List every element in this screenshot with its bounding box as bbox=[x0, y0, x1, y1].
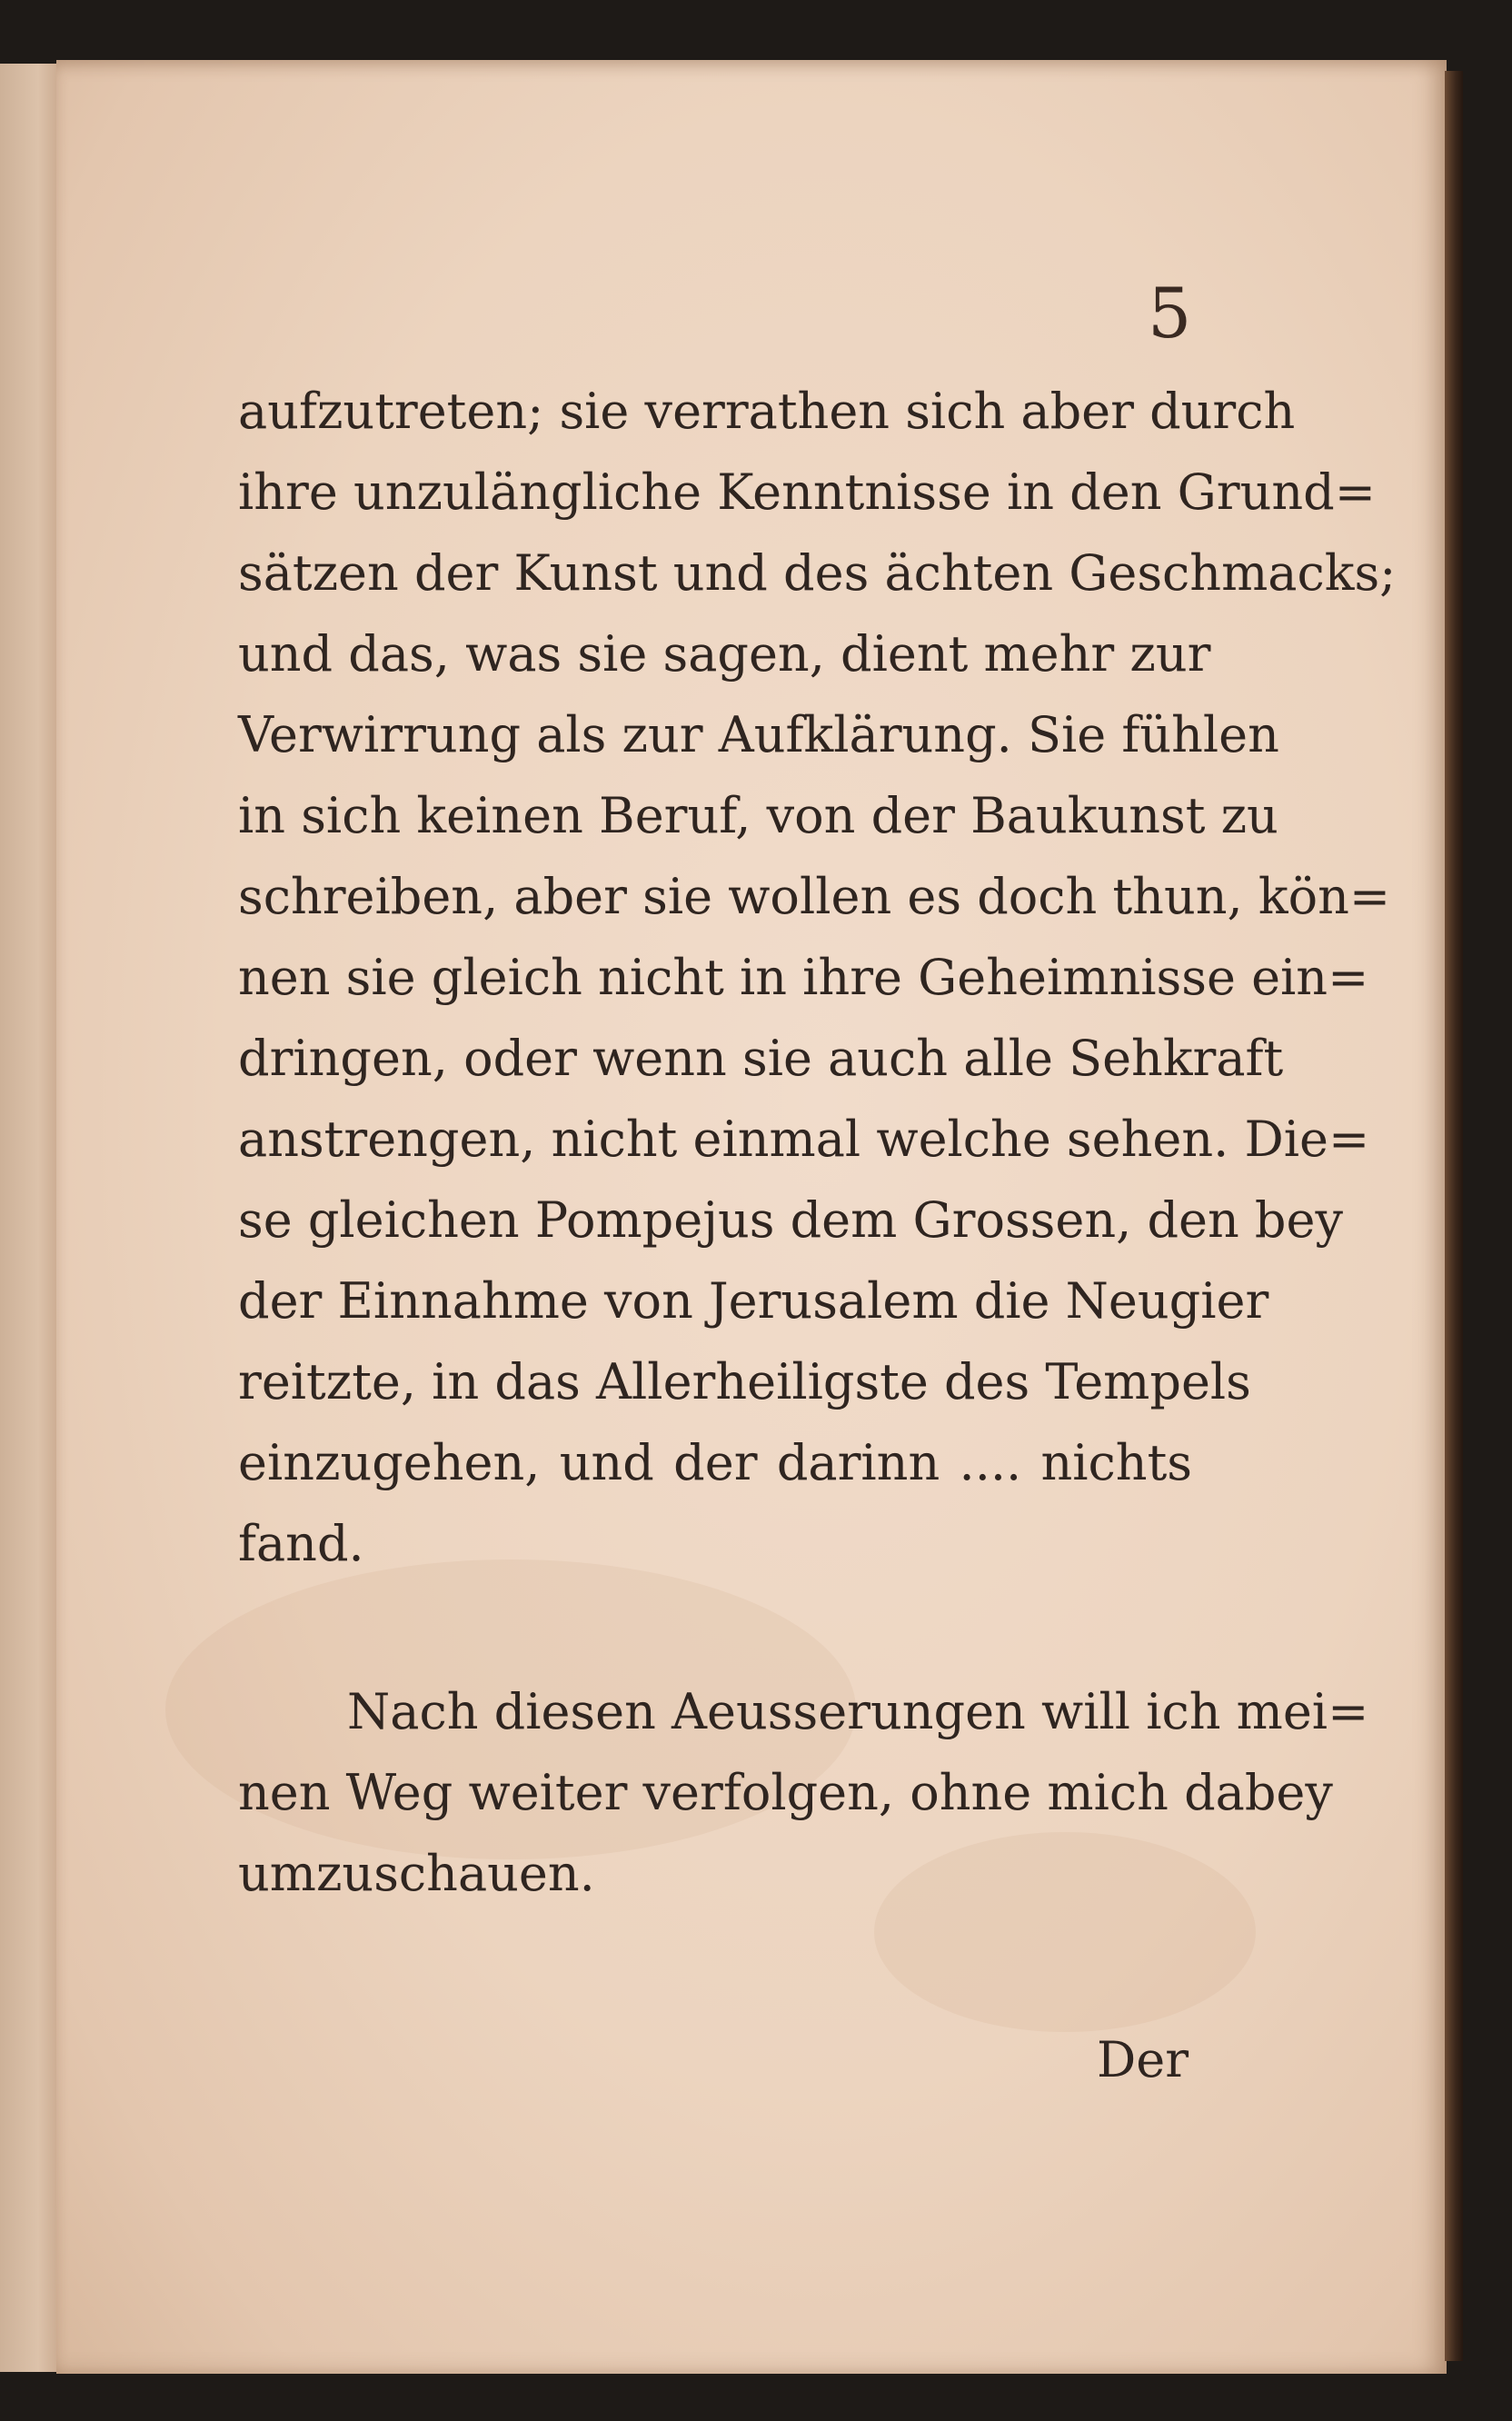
text-line: nen Weg weiter verfolgen, ohne mich dabey bbox=[238, 1764, 1333, 1821]
text-line: schreiben, aber sie wollen es doch thun, kön= bbox=[238, 868, 1391, 925]
text-line: Verwirrung als zur Aufklärung. Sie fühlen bbox=[238, 706, 1279, 763]
text-line: der Einnahme von Jerusalem die Neugier bbox=[238, 1272, 1269, 1330]
facing-page-edge bbox=[0, 64, 64, 2372]
text-line: anstrengen, nicht einmal welche sehen. Die= bbox=[238, 1111, 1370, 1168]
text-line: dringen, oder wenn sie auch alle Sehkraft bbox=[238, 1030, 1284, 1087]
text-line: umzuschauen. bbox=[238, 1845, 595, 1902]
text-line: sätzen der Kunst und des ächten Geschmacks; bbox=[238, 544, 1397, 602]
text-line: reitzte, in das Allerheiligste des Tempels bbox=[238, 1353, 1251, 1410]
text-line: se gleichen Pompejus dem Grossen, den bey bbox=[238, 1191, 1343, 1249]
page-text bbox=[238, 371, 1397, 1914]
text-line: und das, was sie sagen, dient mehr zur bbox=[238, 625, 1211, 682]
paragraph-2 bbox=[238, 1671, 1369, 1914]
paragraph-gap bbox=[238, 1584, 1192, 1671]
text-line: ihre unzulängliche Kenntnisse in den Grund= bbox=[238, 463, 1376, 521]
paragraph-1 bbox=[238, 371, 1397, 1584]
text-line: einzugehen, und der darinn .... nichts bbox=[238, 1434, 1192, 1491]
page-number: 5 bbox=[1148, 273, 1192, 354]
catchword: Der bbox=[1097, 2031, 1189, 2088]
text-line: in sich keinen Beruf, von der Baukunst zu bbox=[238, 787, 1278, 844]
text-line: nen sie gleich nicht in ihre Geheimnisse ein= bbox=[238, 949, 1369, 1006]
text-line: fand. bbox=[238, 1515, 364, 1572]
text-line: aufzutreten; sie verrathen sich aber durch bbox=[238, 383, 1296, 440]
book-spine-edge bbox=[1445, 71, 1463, 2361]
text-line: Nach diesen Aeusserungen will ich mei= bbox=[347, 1683, 1369, 1740]
